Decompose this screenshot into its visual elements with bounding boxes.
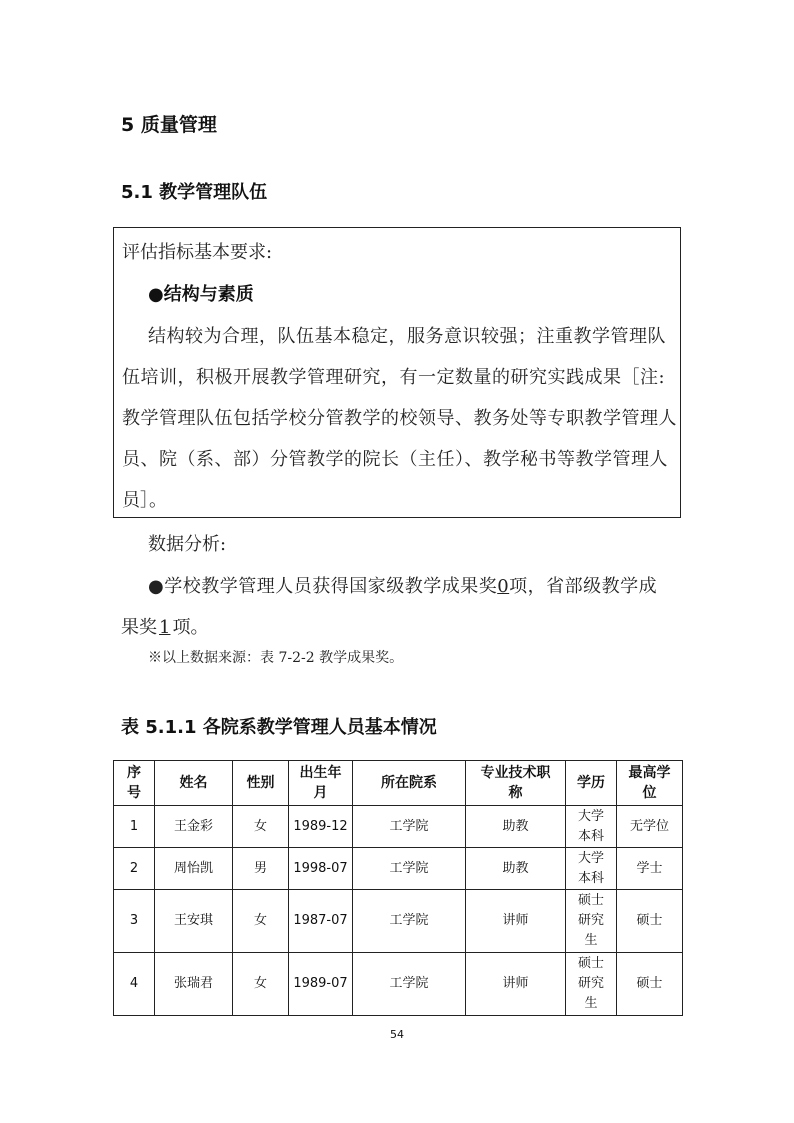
col-header: 姓名	[155, 761, 233, 806]
cell-dept: 工学院	[353, 890, 466, 953]
cell-birth: 1989-12	[289, 806, 353, 848]
cell-gender: 女	[233, 806, 289, 848]
analysis-label: 数据分析:	[148, 534, 227, 555]
staff-table	[113, 760, 683, 1016]
table-caption: 表 5.1.1 各院系教学管理人员基本情况	[121, 717, 437, 738]
analysis-text: ●学校教学管理人员获得国家级教学成果奖	[148, 576, 498, 597]
cell-birth: 1989-07	[289, 953, 353, 1016]
cell-gender: 男	[233, 848, 289, 890]
cell-edu: 硕士研究生	[566, 890, 617, 953]
cell-no: 1	[114, 806, 155, 848]
cell-degree: 无学位	[617, 806, 683, 848]
cell-birth: 1998-07	[289, 848, 353, 890]
requirements-line: 结构较为合理，队伍基本稳定，服务意识较强；注重教学管理队	[148, 326, 666, 347]
cell-name: 王金彩	[155, 806, 233, 848]
cell-dept: 工学院	[353, 848, 466, 890]
table-row	[114, 806, 683, 848]
col-header: 性别	[233, 761, 289, 806]
analysis-text: 果奖	[121, 617, 157, 638]
section-heading: 5 质量管理	[121, 114, 217, 136]
requirements-subtitle: ●结构与素质	[148, 284, 254, 305]
national-award-count: 0	[497, 576, 510, 597]
cell-no: 4	[114, 953, 155, 1016]
cell-name: 张瑞君	[155, 953, 233, 1016]
subsection-heading: 5.1 教学管理队伍	[121, 182, 268, 203]
cell-title: 助教	[466, 806, 566, 848]
data-source-note: ※以上数据来源：表 7-2-2 教学成果奖。	[148, 650, 404, 666]
analysis-text: 项，省部级教学成	[509, 576, 658, 597]
cell-gender: 女	[233, 890, 289, 953]
page-number: 54	[390, 1028, 404, 1041]
cell-no: 3	[114, 890, 155, 953]
table-row	[114, 890, 683, 953]
analysis-text: 项。	[172, 617, 209, 638]
cell-edu: 大学本科	[566, 806, 617, 848]
col-header: 最高学位	[617, 761, 683, 806]
cell-degree: 硕士	[617, 953, 683, 1016]
table-row	[114, 848, 683, 890]
requirements-box	[113, 227, 681, 518]
cell-dept: 工学院	[353, 953, 466, 1016]
table-row	[114, 953, 683, 1016]
cell-birth: 1987-07	[289, 890, 353, 953]
cell-title: 讲师	[466, 953, 566, 1016]
cell-dept: 工学院	[353, 806, 466, 848]
requirements-line: 教学管理队伍包括学校分管教学的校领导、教务处等专职教学管理人	[122, 408, 677, 429]
cell-no: 2	[114, 848, 155, 890]
provincial-award-count: 1	[159, 617, 171, 638]
cell-name: 王安琪	[155, 890, 233, 953]
col-header: 学历	[566, 761, 617, 806]
analysis-line-1	[148, 572, 657, 598]
col-header: 专业技术职称	[466, 761, 566, 806]
requirements-line: 员、院（系、部）分管教学的院长（主任）、教学秘书等教学管理人	[122, 449, 668, 470]
cell-title: 助教	[466, 848, 566, 890]
requirements-line: 员］。	[122, 490, 167, 511]
cell-edu: 硕士研究生	[566, 953, 617, 1016]
cell-degree: 学士	[617, 848, 683, 890]
cell-title: 讲师	[466, 890, 566, 953]
cell-name: 周怡凯	[155, 848, 233, 890]
table-header-row	[114, 761, 683, 806]
requirements-line: 伍培训，积极开展教学管理研究，有一定数量的研究实践成果［注:	[122, 367, 666, 388]
col-header: 所在院系	[353, 761, 466, 806]
cell-degree: 硕士	[617, 890, 683, 953]
analysis-line-2	[121, 613, 208, 639]
cell-edu: 大学本科	[566, 848, 617, 890]
requirements-intro: 评估指标基本要求:	[122, 242, 273, 263]
cell-gender: 女	[233, 953, 289, 1016]
col-header: 序号	[114, 761, 155, 806]
col-header: 出生年月	[289, 761, 353, 806]
